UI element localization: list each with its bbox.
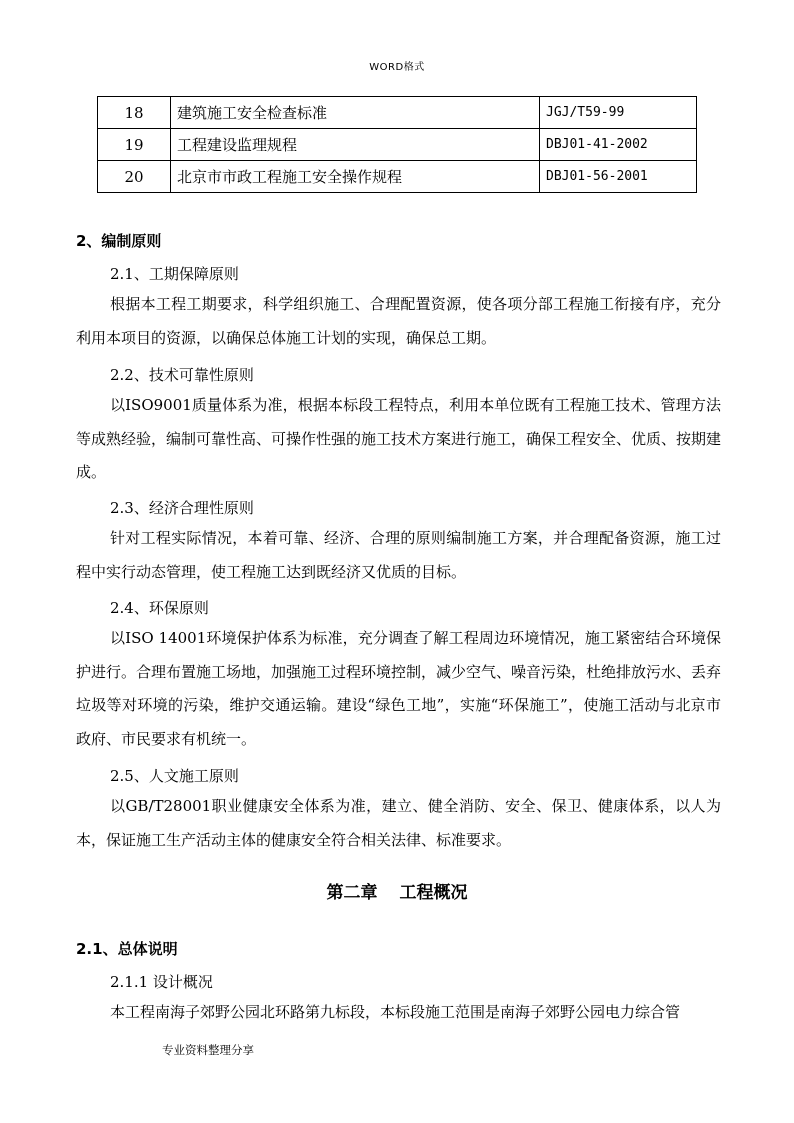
section-heading: 2.1、总体说明	[76, 940, 178, 958]
subsection-heading: 2.1、工期保障原则	[110, 265, 239, 283]
row-number: 18	[98, 97, 171, 129]
page-footer: 专业资料整理分享	[162, 1043, 254, 1057]
paragraph: 以ISO9001质量体系为准，根据本标段工程特点，利用本单位既有工程施工技术、管理方法等成熟经验，编制可靠性高、可操作性强的施工技术方案进行施工，确保工程安全、优质、按期建成。	[76, 396, 722, 481]
paragraph: 针对工程实际情况，本着可靠、经济、合理的原则编制施工方案，并合理配备资源，施工过程中实行动态管理，使工程施工达到既经济又优质的目标。	[76, 529, 721, 581]
row-number: 20	[98, 161, 171, 193]
paragraph: 根据本工程工期要求，科学组织施工、合理配置资源，使各项分部工程施工衔接有序，充分利用本项目的资源，以确保总体施工计划的实现，确保总工期。	[76, 295, 721, 347]
table-row	[98, 97, 697, 129]
chapter-number: 第二章	[326, 883, 378, 903]
standards-table	[97, 96, 697, 193]
standard-name: 工程建设监理规程	[171, 129, 540, 161]
page-header: WORD格式	[369, 62, 425, 73]
paragraph: 本工程南海子郊野公园北环路第九标段，本标段施工范围是南海子郊野公园电力综合管	[110, 1003, 681, 1021]
paragraph: 以ISO 14001环境保护体系为标准，充分调查了解工程周边环境情况，施工紧密结合环境保护进行。合理布置施工场地，加强施工过程环境控制，减少空气、噪音污染，杜绝排放污水、丢弃垃圾等对环境的污染，维护交通运输。建设“绿色工地”，实施“环保施工”，使施工活动与北京市政府、市民要求有机统一。	[76, 629, 722, 748]
subsection-heading: 2.5、人文施工原则	[110, 767, 239, 785]
standard-code: DBJ01-41-2002	[540, 129, 697, 161]
subsection-heading: 2.4、环保原则	[110, 599, 209, 617]
standard-code: JGJ/T59-99	[540, 97, 697, 129]
table-row	[98, 129, 697, 161]
paragraph: 以GB/T28001职业健康安全体系为准，建立、健全消防、安全、保卫、健康体系，以人为本，保证施工生产活动主体的健康安全符合相关法律、标准要求。	[76, 797, 721, 849]
standard-name: 建筑施工安全检查标准	[171, 97, 540, 129]
section-heading: 2、编制原则	[76, 232, 162, 250]
chapter-name: 工程概况	[399, 883, 468, 903]
subsection-heading: 2.2、技术可靠性原则	[110, 366, 254, 384]
chapter-title	[0, 878, 794, 903]
table-row	[98, 161, 697, 193]
subsection-heading: 2.1.1 设计概况	[110, 973, 213, 991]
row-number: 19	[98, 129, 171, 161]
standard-code: DBJ01-56-2001	[540, 161, 697, 193]
subsection-heading: 2.3、经济合理性原则	[110, 499, 254, 517]
standard-name: 北京市市政工程施工安全操作规程	[171, 161, 540, 193]
